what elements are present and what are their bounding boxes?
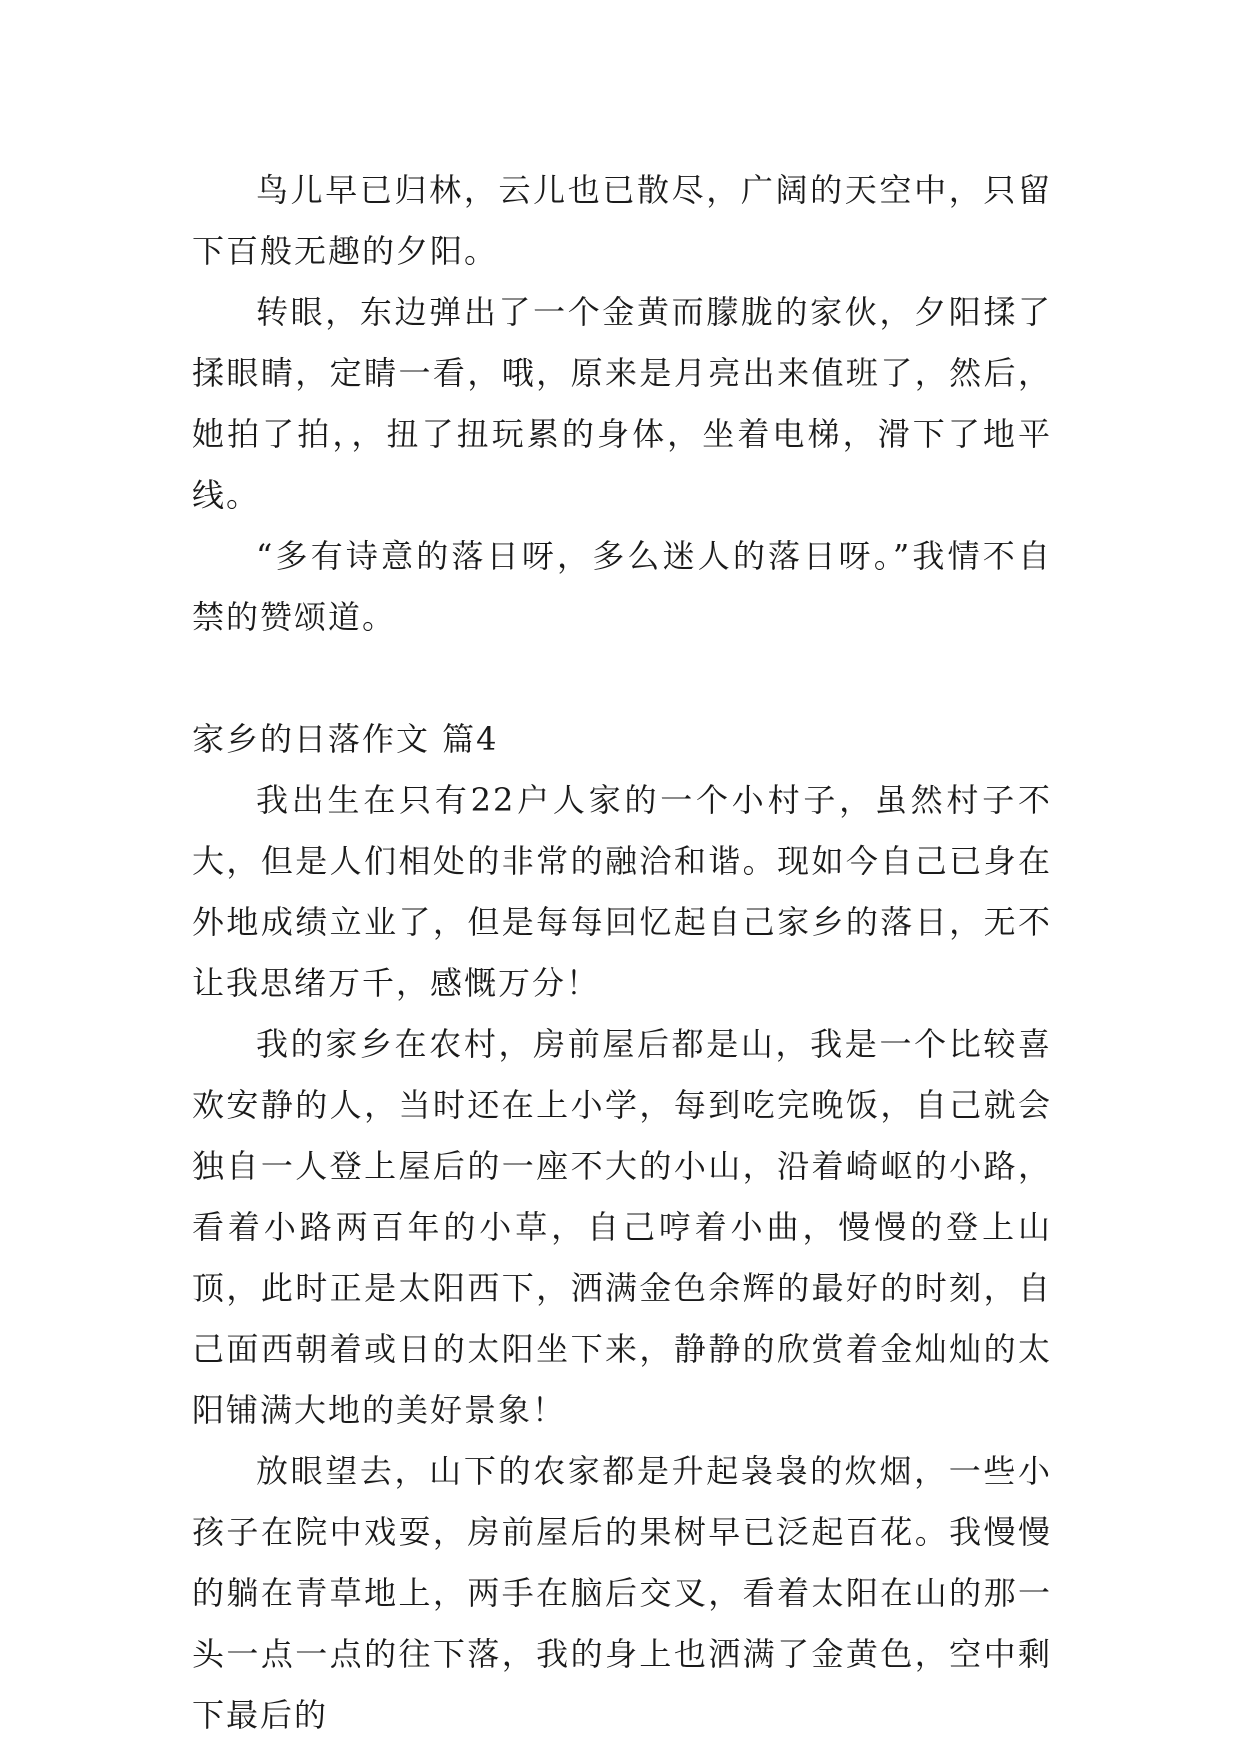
paragraph: 鸟儿早已归林，云儿也已散尽，广阔的天空中，只留下百般无趣的夕阳。 bbox=[192, 171, 1052, 270]
paragraph: 我的家乡在农村，房前屋后都是山，我是一个比较喜欢安静的人，当时还在上小学，每到吃完晚饭，自己就会独自一人登上屋后的一座不大的小山，沿着崎岖的小路，看着小路两百年的小草，自己哼着小曲，慢慢的登上山顶，此时正是太阳西下，洒满金色余辉的最好的时刻，自己面西朝着或日的太阳坐下来，静静的欣赏着金灿灿的太阳铺满大地的美好景象！ bbox=[192, 1025, 1052, 1429]
section-heading: 家乡的日落作文 篇4 bbox=[192, 720, 499, 758]
paragraph: 我出生在只有22户人家的一个小村子，虽然村子不大，但是人们相处的非常的融洽和谐。现如今自己已身在外地成绩立业了，但是每每回忆起自己家乡的落日，无不让我思绪万千，感慨万分！ bbox=[192, 781, 1052, 1002]
paragraph: 放眼望去，山下的农家都是升起袅袅的炊烟，一些小孩子在院中戏耍，房前屋后的果树早已泛起百花。我慢慢的躺在青草地上，两手在脑后交叉，看着太阳在山的那一头一点一点的往下落，我的身上也洒满了金黄色，空中剩下最后的 bbox=[192, 1452, 1052, 1734]
paragraph: 转眼，东边弹出了一个金黄而朦胧的家伙，夕阳揉了揉眼睛，定睛一看，哦，原来是月亮出来值班了，然后，她拍了拍，，扭了扭玩累的身体，坐着电梯，滑下了地平线。 bbox=[192, 293, 1052, 514]
paragraph: “多有诗意的落日呀，多么迷人的落日呀。”我情不自禁的赞颂道。 bbox=[192, 537, 1052, 636]
document-body bbox=[192, 160, 1052, 1746]
